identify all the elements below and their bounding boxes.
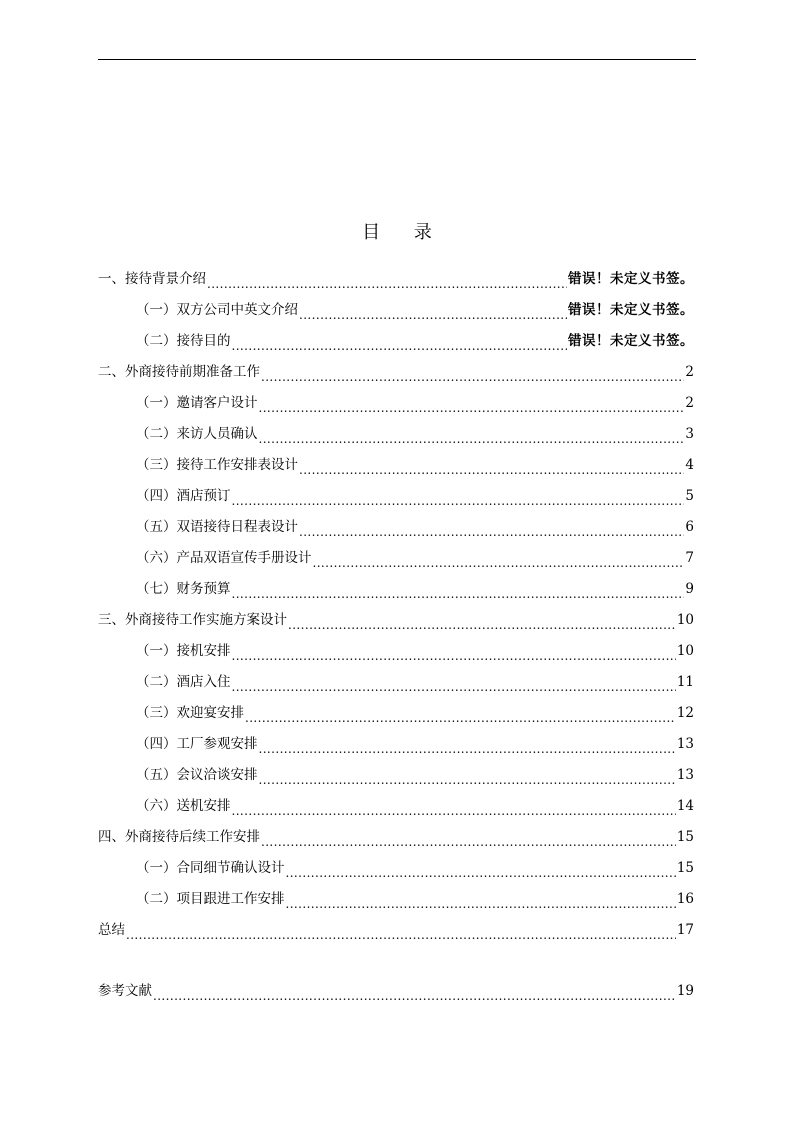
- toc-entry-error-text: 错误！未定义书签。: [568, 333, 694, 349]
- toc-entry[interactable]: [98, 326, 694, 357]
- toc-dot-leader: [259, 729, 676, 760]
- toc-entry[interactable]: [98, 388, 694, 419]
- toc-entry-page-number: 10: [676, 612, 694, 628]
- toc-entry-page-number: 15: [676, 829, 694, 845]
- toc-dot-leader: [232, 574, 685, 605]
- toc-entry-label: （五）双语接待日程表设计: [136, 519, 298, 535]
- toc-entry-page-number: 5: [685, 488, 694, 504]
- toc-dot-leader: [232, 326, 568, 357]
- toc-dot-leader: [232, 667, 676, 698]
- toc-entry-label: 总结: [98, 922, 125, 938]
- toc-entry-label: （一）邀请客户设计: [136, 395, 258, 411]
- toc-entry[interactable]: [98, 264, 694, 295]
- toc-entry-label: （二）酒店入住: [136, 674, 231, 690]
- toc-entry-label: （一）双方公司中英文介绍: [136, 302, 298, 318]
- toc-entry[interactable]: [98, 481, 694, 512]
- toc-entry[interactable]: [98, 295, 694, 326]
- toc-entry-label: （五）会议洽谈安排: [136, 767, 258, 783]
- toc-dot-leader: [232, 636, 676, 667]
- toc-entry-page-number: 6: [685, 519, 694, 535]
- toc-entry-label: （六）产品双语宣传手册设计: [136, 550, 312, 566]
- toc-entry-page-number: 2: [685, 395, 694, 411]
- toc-entry-page-number: 16: [676, 891, 694, 907]
- header-rule: [98, 59, 696, 60]
- toc-entry-label: （四）酒店预订: [136, 488, 231, 504]
- toc-entry[interactable]: [98, 450, 694, 481]
- toc-entry-page-number: 13: [676, 736, 694, 752]
- toc-entry-page-number: 14: [676, 798, 694, 814]
- toc-entry-label: （一）合同细节确认设计: [136, 860, 285, 876]
- toc-entry-label: （七）财务预算: [136, 581, 231, 597]
- toc-entry-page-number: 3: [685, 426, 694, 442]
- toc-title: 目 录: [362, 222, 446, 243]
- toc-dot-leader: [299, 450, 684, 481]
- toc-entry-page-number: 19: [676, 983, 694, 999]
- toc-entry[interactable]: [98, 884, 694, 915]
- toc-entry-label: （二）接待目的: [136, 333, 231, 349]
- toc-entry-page-number: 11: [676, 674, 694, 690]
- toc-dot-leader: [259, 760, 676, 791]
- toc-entry-label: 一、接待背景介绍: [98, 271, 206, 287]
- toc-entry[interactable]: [98, 419, 694, 450]
- toc-entry-label: （六）送机安排: [136, 798, 231, 814]
- toc-entry-label: 四、外商接待后续工作安排: [98, 829, 260, 845]
- toc-entry-label: （二）来访人员确认: [136, 426, 258, 442]
- toc-entry-label: （一）接机安排: [136, 643, 231, 659]
- toc-entry-label: （四）工厂参观安排: [136, 736, 258, 752]
- toc-entry-page-number: 9: [685, 581, 694, 597]
- toc-entry[interactable]: [98, 574, 694, 605]
- toc-entry[interactable]: [98, 729, 694, 760]
- toc-entry[interactable]: [98, 512, 694, 543]
- toc-entry-label: （三）接待工作安排表设计: [136, 457, 298, 473]
- toc-entry-error-text: 错误！未定义书签。: [568, 302, 694, 318]
- toc-entry[interactable]: [98, 853, 694, 884]
- toc-entry[interactable]: [98, 543, 694, 574]
- toc-dot-leader: [299, 512, 684, 543]
- toc-entry[interactable]: [98, 667, 694, 698]
- toc-dot-leader: [153, 976, 676, 1007]
- toc-entry[interactable]: [98, 822, 694, 853]
- toc-entry-label: （二）项目跟进工作安排: [136, 891, 285, 907]
- toc-entry-page-number: 12: [676, 705, 694, 721]
- toc-dot-leader: [245, 698, 676, 729]
- toc-entry-page-number: 7: [685, 550, 694, 566]
- toc-dot-leader: [261, 822, 676, 853]
- toc-entry-page-number: 4: [685, 457, 694, 473]
- toc-dot-leader: [126, 915, 676, 946]
- toc-dot-leader: [299, 295, 567, 326]
- toc-entry-label: 二、外商接待前期准备工作: [98, 364, 260, 380]
- toc-entry[interactable]: [98, 698, 694, 729]
- toc-entry-label: 参考文献: [98, 983, 152, 999]
- toc-entry-page-number: 10: [676, 643, 694, 659]
- toc-entry[interactable]: [98, 357, 694, 388]
- toc-entry-label: 三、外商接待工作实施方案设计: [98, 612, 287, 628]
- toc-dot-leader: [261, 357, 684, 388]
- toc-entry-page-number: 17: [676, 922, 694, 938]
- toc-dot-leader: [232, 481, 685, 512]
- toc-dot-leader: [288, 605, 676, 636]
- toc-dot-leader: [259, 419, 685, 450]
- toc-entry-page-number: 13: [676, 767, 694, 783]
- toc-entry-page-number: 15: [676, 860, 694, 876]
- toc-dot-leader: [313, 543, 685, 574]
- toc-dot-leader: [259, 388, 685, 419]
- toc-entry[interactable]: [98, 605, 694, 636]
- toc-entry[interactable]: [98, 791, 694, 822]
- toc-entry-label: （三）欢迎宴安排: [136, 705, 244, 721]
- toc-entry-error-text: 错误！未定义书签。: [568, 271, 694, 287]
- toc-entry[interactable]: [98, 636, 694, 667]
- toc-entry[interactable]: [98, 976, 694, 1007]
- toc-dot-leader: [207, 264, 567, 295]
- toc-entry[interactable]: [98, 760, 694, 791]
- toc-dot-leader: [286, 884, 676, 915]
- toc-entry[interactable]: [98, 915, 694, 946]
- toc-dot-leader: [232, 791, 676, 822]
- toc-dot-leader: [286, 853, 676, 884]
- toc-entry-page-number: 2: [685, 364, 694, 380]
- toc-list: [98, 264, 694, 1007]
